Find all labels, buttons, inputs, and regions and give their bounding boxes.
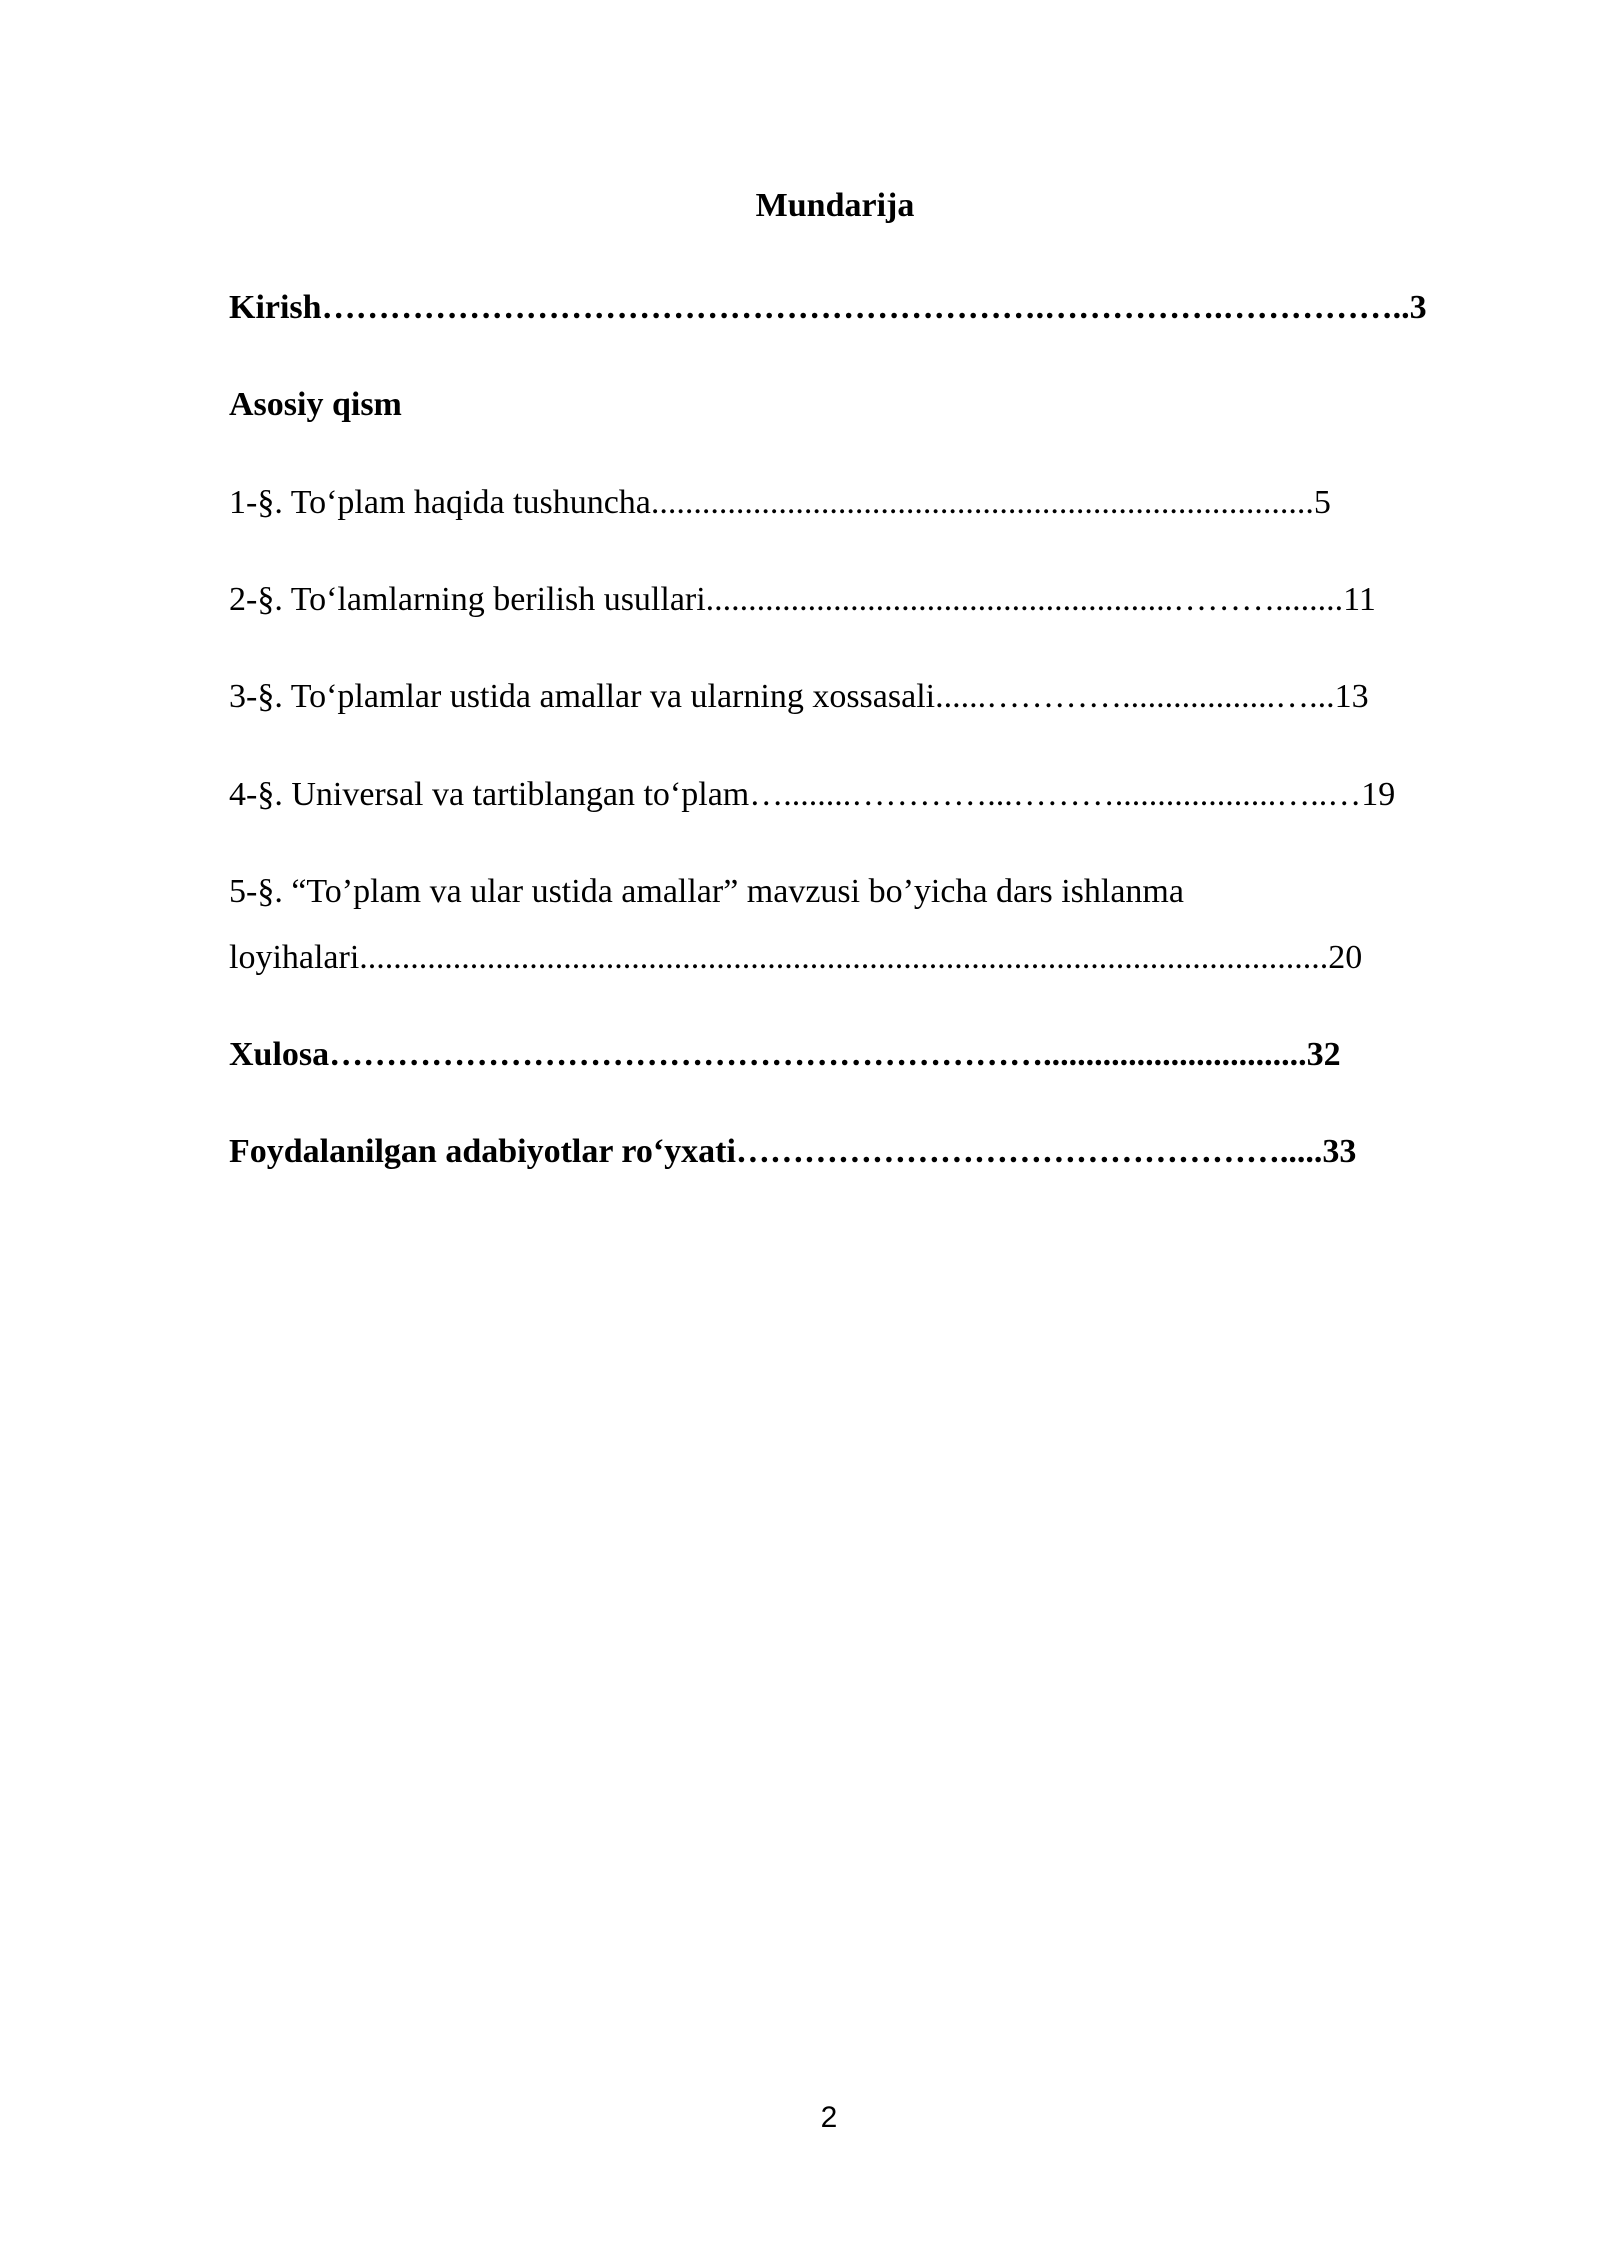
page-number: 2 (820, 2101, 838, 2134)
toc-entry-3: 3-§. To‘plamlar ustida amallar va ularning xossasali......…………..................…...13 (229, 678, 1369, 715)
toc-entry-conclusion: Xulosa………………………………………………………...............................32 (229, 1036, 1341, 1073)
toc-section-heading: Asosiy qism (229, 386, 402, 423)
toc-entry-introduction: Kirish……………………………………………………….…………….……………..3 (229, 289, 1427, 326)
toc-entry-1: 1-§. To‘plam haqida tushuncha..............................................................................5 (229, 484, 1331, 521)
toc-entry-references: Foydalanilgan adabiyotlar ro‘yxati………………………………………….....33 (229, 1133, 1357, 1170)
toc-entry-5-line-1: 5-§. “To’plam va ular ustida amallar” mavzusi bo’yicha dars ishlanma (229, 873, 1184, 910)
toc-entry-4: 4-§. Universal va tartiblangan to‘plam…........…………...………...................…..…19 (229, 776, 1396, 813)
toc-entry-2: 2-§. To‘lamlarning berilish usullari.......................................................………........11 (229, 581, 1376, 618)
toc-entry-5-line-2: loyihalari..................................................................................................................20 (229, 939, 1363, 976)
page-title: Mundarija (755, 187, 915, 224)
